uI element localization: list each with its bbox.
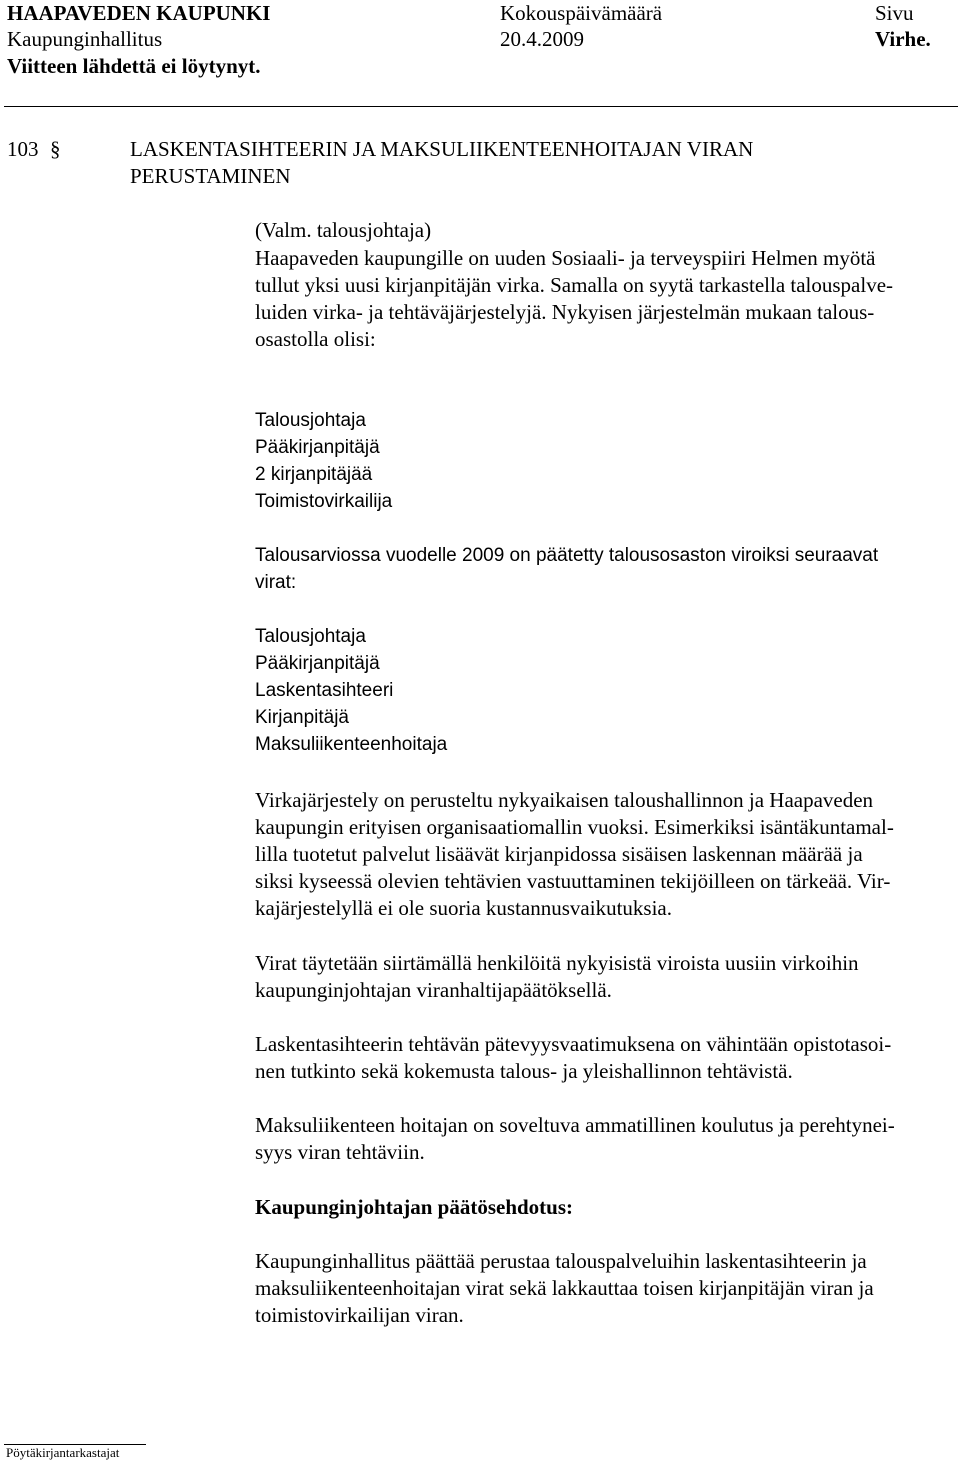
section-title <box>130 136 753 190</box>
budget-line: virat: <box>255 572 297 593</box>
governing-body: Kaupunginhallitus <box>7 27 163 51</box>
meeting-date-label: Kokouspäivämäärä <box>500 1 663 25</box>
paragraph-line: kaupungin erityisen organisaatiomallin vuoksi. Esimerkiksi isäntäkuntamal- <box>255 815 894 839</box>
paragraph-line: lilla tuotetut palvelut lisäävät kirjanpidossa sisäisen laskennan määrää ja <box>255 842 863 866</box>
section-title-line: LASKENTASIHTEERIN JA MAKSULIIKENTEENHOITAJAN VIRAN <box>130 137 754 161</box>
header-divider <box>4 106 958 107</box>
list-item: Toimistovirkailija <box>255 491 393 512</box>
paragraph-line: Kaupunginhallitus päättää perustaa talouspalveluihin laskentasihteerin ja <box>255 1249 867 1273</box>
qualification-paragraph <box>255 1031 891 1085</box>
budget-posts-list <box>255 623 447 758</box>
paragraph-line: kajärjestelyllä ei ole suoria kustannusvaikutuksia. <box>255 896 672 920</box>
section-title-line: PERUSTAMINEN <box>130 164 291 188</box>
paragraph-line: siksi kyseessä olevien tehtävien vastuuttaminen tekijöilleen on tärkeää. Vir- <box>255 869 891 893</box>
list-item: 2 kirjanpitäjää <box>255 464 373 485</box>
list-item: Pääkirjanpitäjä <box>255 437 380 458</box>
budget-line: Talousarviossa vuodelle 2009 on päätetty talousosaston viroiksi seuraavat <box>255 545 879 566</box>
proposal-heading: Kaupunginjohtajan päätösehdotus: <box>255 1195 574 1219</box>
org-name: HAAPAVEDEN KAUPUNKI <box>7 1 271 25</box>
intro-line: osastolla olisi: <box>255 327 376 351</box>
preparer: (Valm. talousjohtaja) <box>255 218 432 242</box>
paragraph-line: Maksuliikenteen hoitajan on soveltuva ammatillinen koulutus ja perehtynei- <box>255 1113 895 1137</box>
section-number: 103 <box>7 137 39 161</box>
meeting-date: 20.4.2009 <box>500 27 584 51</box>
paragraph-line: syys viran tehtäviin. <box>255 1140 425 1164</box>
list-item: Talousjohtaja <box>255 626 366 647</box>
list-item: Laskentasihteeri <box>255 680 394 701</box>
intro-line: luiden virka- ja tehtäväjärjestelyjä. Nykyisen järjestelmän mukaan talous- <box>255 300 875 324</box>
proposal-paragraph <box>255 1248 874 1329</box>
list-item: Talousjohtaja <box>255 410 366 431</box>
page-value: Virhe. <box>875 27 931 51</box>
section-symbol: § <box>50 137 61 161</box>
paragraph-line: Laskentasihteerin tehtävän pätevyysvaatimuksena on vähintään opistotasoi- <box>255 1032 892 1056</box>
intro-line: Haapaveden kaupungille on uuden Sosiaali- ja terveyspiiri Helmen myötä <box>255 246 876 270</box>
current-posts-list <box>255 407 392 515</box>
reference-error: Viitteen lähdettä ei löytynyt. <box>7 54 261 78</box>
intro-paragraph <box>255 245 893 353</box>
paragraph-line: kaupunginjohtajan viranhaltijapäätöksellä. <box>255 978 612 1002</box>
justification-paragraph <box>255 787 894 922</box>
filling-paragraph <box>255 950 859 1004</box>
list-item: Maksuliikenteenhoitaja <box>255 734 448 755</box>
paragraph-line: nen tutkinto sekä kokemusta talous- ja yleishallinnon tehtävistä. <box>255 1059 793 1083</box>
paragraph-line: Virkajärjestely on perusteltu nykyaikaisen taloushallinnon ja Haapaveden <box>255 788 874 812</box>
footer-label: Pöytäkirjantarkastajat <box>6 1445 120 1460</box>
intro-line: tullut yksi uusi kirjanpitäjän virka. Samalla on syytä tarkastella talouspalve- <box>255 273 894 297</box>
budget-paragraph <box>255 542 878 596</box>
payment-officer-paragraph <box>255 1112 895 1166</box>
list-item: Kirjanpitäjä <box>255 707 349 728</box>
list-item: Pääkirjanpitäjä <box>255 653 380 674</box>
page-label: Sivu <box>875 1 914 25</box>
paragraph-line: maksuliikenteenhoitajan virat sekä lakkauttaa toisen kirjanpitäjän viran ja <box>255 1276 874 1300</box>
paragraph-line: Virat täytetään siirtämällä henkilöitä nykyisistä viroista uusiin virkoihin <box>255 951 859 975</box>
paragraph-line: toimistovirkailijan viran. <box>255 1303 464 1327</box>
